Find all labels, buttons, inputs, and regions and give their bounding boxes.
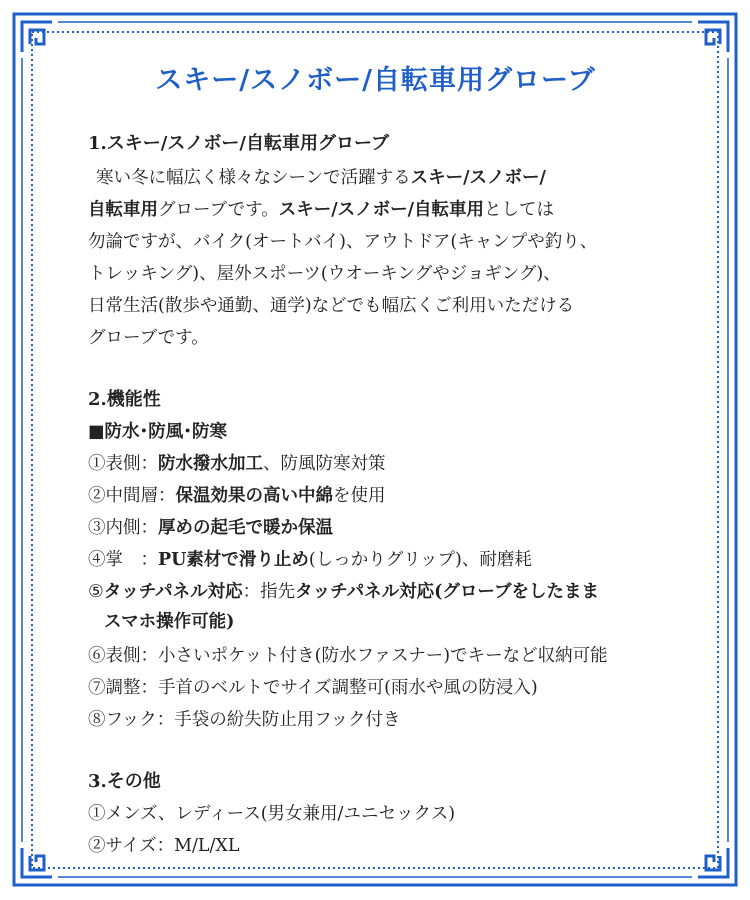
feature-item-5: ⑤タッチパネル対応：指先タッチパネル対応(グローブをしたまま bbox=[88, 582, 600, 602]
feature-item-3: ③内側：厚めの起毛で暖か保温 bbox=[88, 518, 333, 538]
section1-line2: 自転車用グローブです。スキー/スノボー/自転車用としては bbox=[88, 200, 555, 220]
section3-heading: 3.その他 bbox=[88, 771, 161, 792]
feature-item-1: ①表側：防水撥水加工、防風防寒対策 bbox=[88, 454, 386, 474]
feature-item-8: ⑧フック：手袋の紛失防止用フック付き bbox=[88, 710, 401, 730]
feature-item-5-cont: スマホ操作可能) bbox=[104, 612, 235, 632]
feature-item-6: ⑥表側：小さいポケット付き(防水ファスナー)でキーなど収納可能 bbox=[88, 646, 608, 666]
section2-subheading: ■防水･防風･防寒 bbox=[88, 422, 228, 442]
section1-heading: 1.スキー/スノボー/自転車用グローブ bbox=[88, 133, 390, 154]
other-item-1: ①メンズ、レディース(男女兼用/ユニセックス) bbox=[88, 804, 456, 824]
feature-item-2: ②中間層：保温効果の高い中綿を使用 bbox=[88, 486, 386, 506]
section1-line5: 日常生活(散歩や通勤、通学)などでも幅広くご利用いただける bbox=[88, 296, 575, 316]
feature-item-4: ④掌 ：PU素材で滑り止め(しっかりグリップ)、耐磨耗 bbox=[88, 550, 532, 570]
section1-line4: トレッキング)、屋外スポーツ(ウオーキングやジョギング)、 bbox=[88, 264, 561, 284]
section1-line3: 勿論ですが、バイク(オートバイ)、アウトドア(キャンプや釣り、 bbox=[88, 232, 598, 252]
page-title: スキー/スノボー/自転車用グローブ bbox=[155, 65, 596, 96]
section1-line6: グローブです。 bbox=[88, 328, 209, 348]
section2-heading: 2.機能性 bbox=[88, 389, 161, 410]
other-item-2: ②サイズ：M/L/XL bbox=[88, 836, 240, 856]
section1-line1: 寒い冬に幅広く様々なシーンで活躍するスキー/スノボー/ bbox=[96, 168, 546, 188]
feature-item-7: ⑦調整：手首のベルトでサイズ調整可(雨水や風の防浸入) bbox=[88, 678, 538, 698]
